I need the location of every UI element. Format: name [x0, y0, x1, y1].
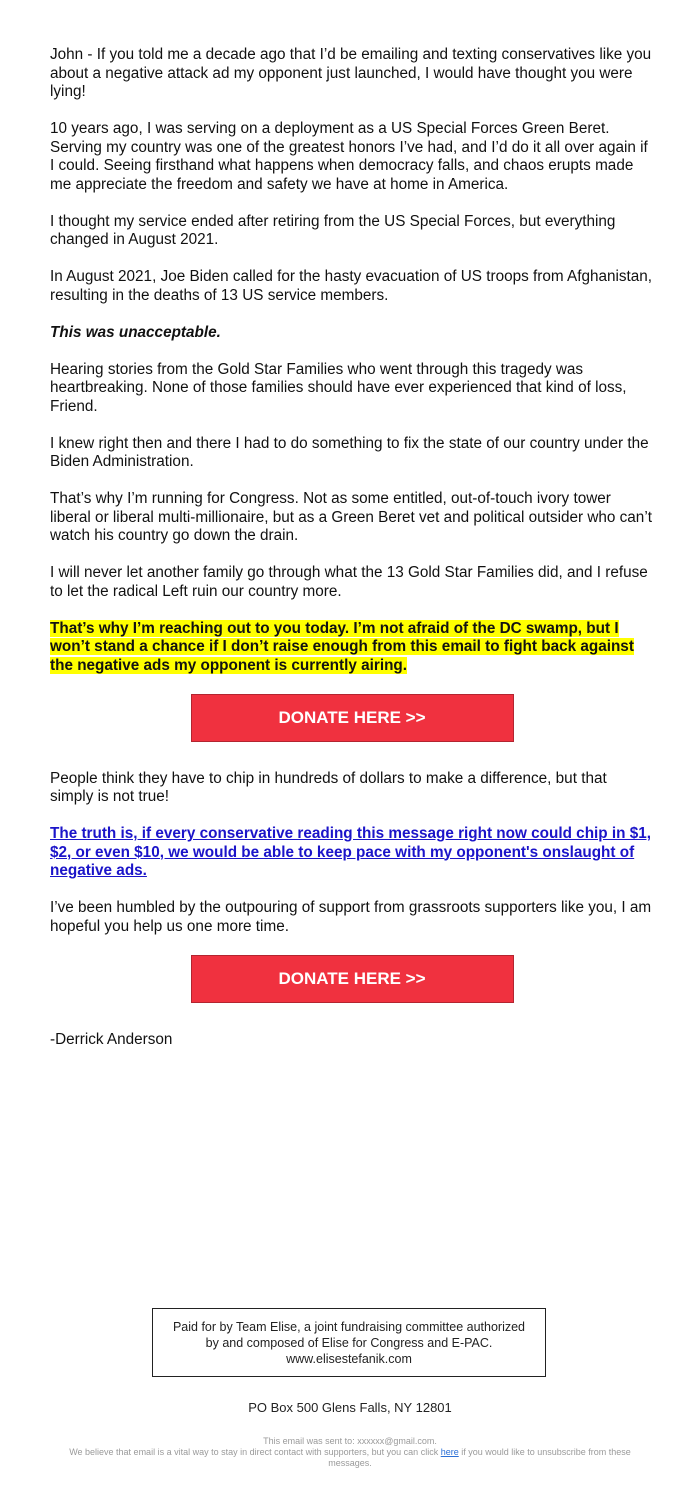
paragraph-promise: I will never let another family go through what the 13 Gold Star Families did, and I refuse to let the radical Left ruin our country more.: [50, 564, 648, 600]
donate-button-wrap-2: [50, 955, 654, 1003]
paragraph-intro: John - If you told me a decade ago that I’d be emailing and texting conservatives like you about a negative attack ad my opponent just launched, I would have thought you were lying!: [50, 46, 652, 100]
footer-notice: [48, 1436, 652, 1469]
paragraph-humbled: I’ve been humbled by the outpouring of support from grassroots supporters like you, I am hopeful you help us one more time.: [50, 899, 652, 935]
mailing-address: PO Box 500 Glens Falls, NY 12801: [248, 1400, 452, 1415]
donate-button[interactable]: DONATE HERE >>: [191, 694, 514, 742]
unsubscribe-notice: [48, 1447, 652, 1469]
paragraph-afghanistan: In August 2021, Joe Biden called for the hasty evacuation of US troops from Afghanistan, resulting in the deaths of 13 US service members.: [50, 268, 653, 304]
donate-button-wrap-1: [50, 694, 654, 742]
paragraph-decision: I knew right then and there I had to do something to fix the state of our country under the Biden Administration.: [50, 434, 649, 470]
unsubscribe-text-before: We believe that email is a vital way to stay in direct contact with supporters, but you can click: [69, 1447, 441, 1457]
donation-link[interactable]: The truth is, if every conservative reading this message right now could chip in $1, $2, or even $10, we would be able to keep pace with my opponent's onslaught of negative ads.: [50, 825, 651, 879]
paragraph-service: 10 years ago, I was serving on a deployment as a US Special Forces Green Beret. Serving my country was one of the greatest honors I’ve had, and I’d do it all over again if I could. Seeing firsthand what happens when democracy falls, and chaos erupts made me appreciate the freedom and safety we have at home in America.: [50, 120, 648, 193]
unsubscribe-link[interactable]: here: [440, 1447, 459, 1457]
email-body: [50, 46, 654, 1068]
signature: -Derrick Anderson: [50, 1030, 173, 1048]
paragraph-retirement: I thought my service ended after retiring from the US Special Forces, but everything changed in August 2021.: [50, 212, 616, 248]
paragraph-unacceptable: This was unacceptable.: [50, 323, 221, 341]
highlighted-text: That’s why I’m reaching out to you today. I’m not afraid of the DC swamp, but I won’t stand a chance if I don’t raise enough from this email to fight back against the negative ads my opponent is currently airing.: [50, 619, 634, 674]
donate-button-2[interactable]: DONATE HERE >>: [191, 955, 514, 1003]
highlighted-paragraph: [50, 620, 654, 676]
unsubscribe-text-after: if you would like to unsubscribe from these messages.: [328, 1447, 631, 1468]
paragraph-small-donations: People think they have to chip in hundreds of dollars to make a difference, but that simply is not true!: [50, 769, 607, 805]
paragraph-running: That’s why I’m running for Congress. Not as some entitled, out-of-touch ivory tower liberal or liberal multi-millionaire, but as a Green Beret vet and political outsider who can’t watch his country go down the drain.: [50, 490, 652, 544]
paragraph-gold-star: Hearing stories from the Gold Star Families who went through this tragedy was heartbreaking. None of those families should have ever experienced that kind of loss, Friend.: [50, 360, 627, 415]
sent-to-notice: This email was sent to: xxxxxx@gmail.com.: [263, 1436, 437, 1446]
paid-for-disclaimer: Paid for by Team Elise, a joint fundraising committee authorized by and composed of Elise for Congress and E-PAC. www.elisestefanik.com: [152, 1308, 546, 1377]
